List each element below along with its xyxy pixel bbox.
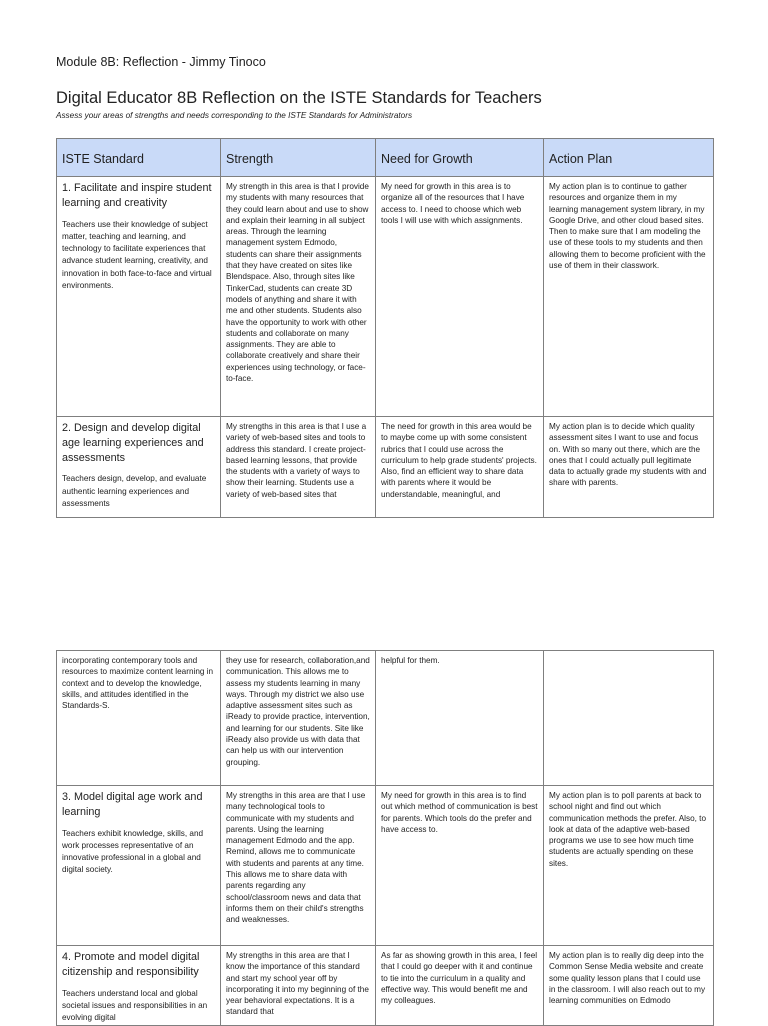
standard-cell [57,946,221,1026]
need-cell [376,651,544,786]
table-header-row [57,139,714,177]
header-action-plan: Action Plan [544,139,714,177]
standard-title: 2. Design and develop digital age learning experiences and assessments [62,422,204,464]
strength-text: My strength in this area is that I provide my students with many resources that they could learn about and use to show and explain their learning in all subject areas. Through the learning management system Edmodo, students can share their assignments that they have created on sites like Blendspace. Also, through sites like TinkerCad, students can create 3D models of anything and share it with me and other students. Students also have the opportunity to work with other students and collaborate on many assignments. They are able to collaborate creatively and share their experiences using technology, or face-to-face. [226,182,369,384]
need-cell [376,177,544,417]
action-text: My action plan is to continue to gather resources and organize them in my learning management system library, in my Google Drive, and other cloud based sites. Then to make sure that I am modeling the use of these tools to my students and then allowing them to become proficient with the use of them in their classwork. [549,182,706,271]
strength-text: they use for research, collaboration,and communication. This allows me to assess my students learning in many ways. Through my district we also use adaptive assessment sites such as iReady to provide practice, intervention, and learning for our students. Site like iReady also provide us with data that can help us with our intervention grouping. [226,656,370,767]
module-line: Module 8B: Reflection - Jimmy Tinoco [56,55,266,69]
need-cell [376,786,544,946]
table-row [57,651,714,786]
action-text: My action plan is to decide which quality assessment sites I want to use and focus on. With so many out there, which are the ones that I could actually pull legitimate data to actually grade my students with and share with parents. [549,422,707,488]
standard-description: incorporating contemporary tools and resources to maximize content learning in context and to develop the knowledge, skills, and attitudes identified in the Standards-S. [62,656,214,711]
standard-title: 4. Promote and model digital citizenship and responsibility [62,951,200,978]
action-cell [544,946,714,1026]
standard-description: Teachers understand local and global societal issues and responsibilities in an evolving digital [62,988,208,1023]
need-text: My need for growth in this area is to find out which method of communication is best for parents. Which tools do the prefer and have access to. [381,791,538,834]
standard-title: 3. Model digital age work and learning [62,791,203,818]
strength-text: My strengths in this area is that I use a variety of web-based sites and tools to address this standard. I create project-based learning lessons, that provide the students with a variety of ways to show their learning. Students use a variety of web-based sites that [226,422,367,499]
table-row [57,417,714,518]
action-cell [544,651,714,786]
table-row [57,786,714,946]
page-subtitle: Assess your areas of strengths and needs corresponding to the ISTE Standards for Administrators [56,111,413,120]
need-text: As far as showing growth in this area, I feel that I could go deeper with it and continue to tie into the curriculum in a quality and effective way. This would benefit me and my colleagues. [381,951,538,1006]
strength-cell [221,946,376,1026]
header-need-for-growth: Need for Growth [376,139,544,177]
strength-text: My strengths in this area are that I know the importance of this standard and start my school year off by incorporating it into my beginning of the year behavioral expectations. It is a standard that [226,951,369,1017]
strength-text: My strengths in this area are that I use many technological tools to communicate with my students and parents. Using the learning management Edmodo and the app. Remind, allows me to communicate with students and parents at any time. This allows me to share data with parents regarding any school/classroom news and data that informs them on their child's strengths and weaknesses. [226,791,366,925]
iste-table-part-2 [56,650,714,1026]
page-title: Digital Educator 8B Reflection on the ISTE Standards for Teachers [56,89,542,107]
standard-cell [57,417,221,518]
action-cell [544,786,714,946]
need-text: helpful for them. [381,656,440,665]
need-text: My need for growth in this area is to organize all of the resources that I have access to. I need to choose which web tools I will use with which assignments. [381,182,525,225]
action-cell [544,177,714,417]
standard-description: Teachers design, develop, and evaluate authentic learning experiences and assessments [62,474,207,508]
standard-description: Teachers exhibit knowledge, skills, and work processes representative of an innovative professional in a global and digital society. [62,828,204,875]
action-cell [544,417,714,518]
standard-description: Teachers use their knowledge of subject matter, teaching and learning, and technology to facilitate experiences that advance student learning, creativity, and innovation in both face-to-face and virtual environments. [62,219,212,291]
standard-cell [57,177,221,417]
table-row [57,177,714,417]
header-iste-standard: ISTE Standard [57,139,221,177]
strength-cell [221,786,376,946]
standard-cell [57,786,221,946]
need-text: The need for growth in this area would be to maybe come up with some consistent rubrics that I could use across the curriculum to help grade students' projects. Also, find an efficient way to share data with parents where it would be understandable, meaningful, and [381,422,537,499]
table-row [57,946,714,1026]
need-cell [376,946,544,1026]
standard-cell [57,651,221,786]
action-text: My action plan is to really dig deep into the Common Sense Media website and create some quality lesson plans that I could use in the classroom. I will also reach out to my learning communities on Edmodo [549,951,706,1006]
header-strength: Strength [221,139,376,177]
standard-title: 1. Facilitate and inspire student learning and creativity [62,182,212,209]
strength-cell [221,177,376,417]
strength-cell [221,651,376,786]
iste-table-part-1 [56,138,714,518]
need-cell [376,417,544,518]
strength-cell [221,417,376,518]
action-text: My action plan is to poll parents at back to school night and find out which communication methods the prefer. Also, to look at data of the adaptive web-based programs we use to see how much time students are actually spending on these sites. [549,791,707,868]
